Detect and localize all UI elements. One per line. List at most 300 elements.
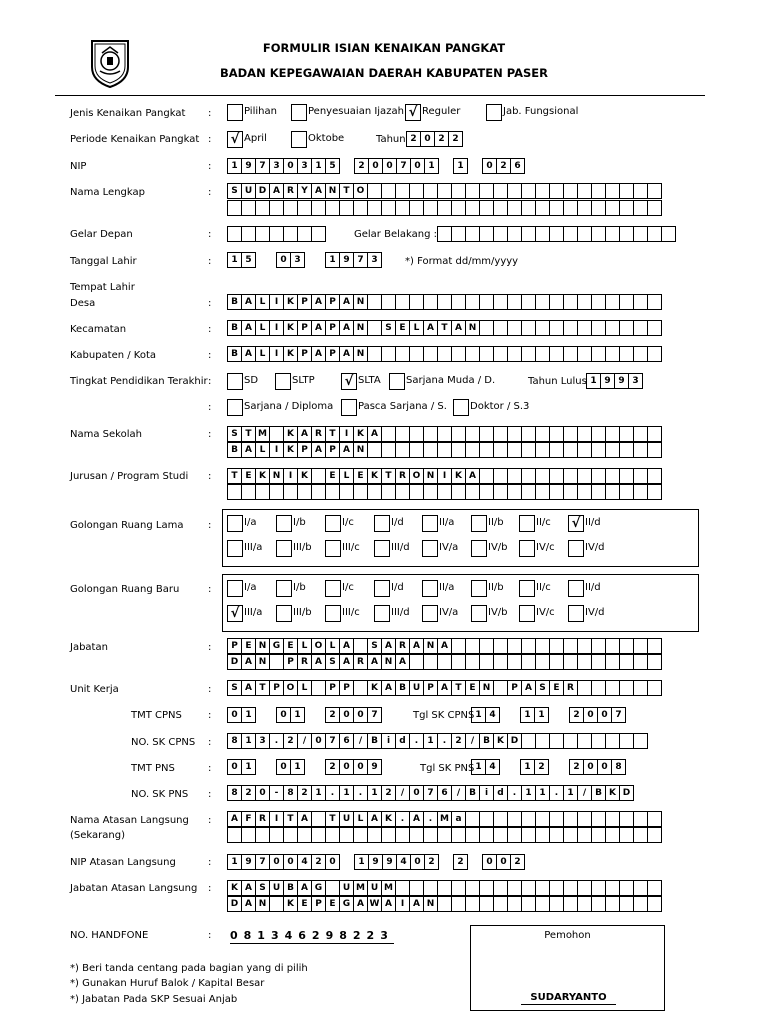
nama-sekolah-row2-cell bbox=[493, 442, 508, 458]
desa-field-cell bbox=[423, 294, 438, 310]
atasan-field-cell: K bbox=[381, 811, 396, 827]
jurusan-row2-cell bbox=[297, 484, 312, 500]
unit-kerja-field-cell bbox=[493, 680, 508, 696]
nama-sekolah-row2-cell bbox=[577, 442, 592, 458]
gelar-depan-field-cell bbox=[227, 226, 242, 242]
jurusan-row1-cell: I bbox=[283, 468, 298, 484]
unit-kerja-field-cell bbox=[633, 680, 648, 696]
desa-field-cell: L bbox=[255, 294, 270, 310]
no-sk-cpns-field-cell bbox=[577, 733, 592, 749]
label-colon: : bbox=[208, 376, 212, 387]
nama-row2-cell bbox=[423, 200, 438, 216]
label-jenis: Jenis Kenaikan Pangkat bbox=[70, 108, 186, 119]
jabatan-row2-cell bbox=[605, 654, 620, 670]
jabatan-atasan-row2[interactable] bbox=[227, 896, 662, 912]
nama-sekolah-row1-cell: T bbox=[241, 426, 256, 442]
nama-sekolah-row1-cell bbox=[563, 426, 578, 442]
jurusan-row1[interactable] bbox=[227, 468, 662, 484]
no-sk-cpns-field-cell bbox=[591, 733, 606, 749]
jabatan-atasan-row2-cell bbox=[591, 896, 606, 912]
tgl-sk-cpns-field-seg2[interactable] bbox=[520, 707, 549, 723]
nama-sekolah-row2-cell: B bbox=[227, 442, 242, 458]
nama-row2-cell bbox=[255, 200, 270, 216]
atasan-field-cell: R bbox=[255, 811, 270, 827]
jenis-opt-4-checkbox[interactable] bbox=[486, 104, 502, 121]
no-sk-pns-field[interactable] bbox=[227, 785, 634, 801]
no-sk-cpns-field-cell bbox=[605, 733, 620, 749]
label-colon: : bbox=[208, 350, 212, 361]
no-sk-cpns-field-cell: B bbox=[367, 733, 382, 749]
nama-row1-cell bbox=[437, 183, 452, 199]
jurusan-row1-cell bbox=[507, 468, 522, 484]
kecamatan-field-cell bbox=[521, 320, 536, 336]
tanggal-lahir-field-seg3[interactable] bbox=[325, 252, 382, 268]
kabupaten-field-cell bbox=[619, 346, 634, 362]
unit-kerja-field-cell bbox=[647, 680, 662, 696]
jenis-opt-3-checkbox[interactable]: √ bbox=[405, 104, 421, 121]
atasan-row2-cell bbox=[563, 827, 578, 843]
label-no-sk-pns: NO. SK PNS bbox=[131, 789, 189, 800]
jurusan-row1-cell: E bbox=[325, 468, 340, 484]
nama-row2-cell bbox=[311, 200, 326, 216]
gol-baru-iv-d-label: IV/d bbox=[585, 607, 605, 618]
periode-opt-2-checkbox[interactable] bbox=[291, 131, 307, 148]
jabatan-atasan-row1-cell bbox=[437, 880, 452, 896]
gol-baru-iv-a-label: IV/a bbox=[439, 607, 459, 618]
jurusan-row1-cell: N bbox=[423, 468, 438, 484]
jabatan-row1-cell bbox=[493, 638, 508, 654]
kabupaten-field-cell bbox=[577, 346, 592, 362]
nama-row2-cell bbox=[563, 200, 578, 216]
desa-field-cell bbox=[465, 294, 480, 310]
jabatan-row1-cell: A bbox=[409, 638, 424, 654]
gol-baru-i-d-label: I/d bbox=[391, 582, 404, 593]
label-gol-baru: Golongan Ruang Baru bbox=[70, 584, 180, 595]
tmt-cpns-field-seg2[interactable] bbox=[276, 707, 305, 723]
kecamatan-field-cell: S bbox=[381, 320, 396, 336]
nama-sekolah-row1[interactable] bbox=[227, 426, 662, 442]
kabupaten-field-cell bbox=[549, 346, 564, 362]
no-sk-cpns-field-cell: 1 bbox=[423, 733, 438, 749]
atasan-field-cell: U bbox=[339, 811, 354, 827]
no-sk-pns-field-cell: . bbox=[507, 785, 522, 801]
label-colon: : bbox=[208, 815, 212, 826]
no-sk-cpns-field-cell bbox=[633, 733, 648, 749]
tmt-cpns-field-seg3-cell: 0 bbox=[339, 707, 354, 723]
nama-sekolah-row1-cell: K bbox=[353, 426, 368, 442]
kabupaten-field-cell bbox=[633, 346, 648, 362]
jabatan-row1-cell: N bbox=[423, 638, 438, 654]
jabatan-row1[interactable] bbox=[227, 638, 662, 654]
tgl-sk-cpns-field-seg3[interactable] bbox=[569, 707, 626, 723]
tmt-pns-field-seg1[interactable] bbox=[227, 759, 256, 775]
kabupaten-field-cell: B bbox=[227, 346, 242, 362]
unit-kerja-field[interactable] bbox=[227, 680, 662, 696]
gelar-depan-field-cell bbox=[283, 226, 298, 242]
gol-baru-i-c-label: I/c bbox=[342, 582, 354, 593]
atasan-row2-cell bbox=[605, 827, 620, 843]
nip-field-seg4[interactable] bbox=[482, 158, 525, 174]
unit-kerja-field-cell: P bbox=[507, 680, 522, 696]
nama-row2-cell bbox=[521, 200, 536, 216]
no-sk-pns-field-cell: i bbox=[479, 785, 494, 801]
jurusan-row1-cell: L bbox=[339, 468, 354, 484]
jurusan-row2-cell bbox=[325, 484, 340, 500]
nama-sekolah-row1-cell: I bbox=[339, 426, 354, 442]
jabatan-row2-cell: S bbox=[325, 654, 340, 670]
jurusan-row2-cell bbox=[367, 484, 382, 500]
tahun-periode-cell: 0 bbox=[420, 131, 435, 147]
kecamatan-field[interactable] bbox=[227, 320, 662, 336]
label-colon: : bbox=[208, 298, 212, 309]
jabatan-row1-cell: A bbox=[381, 638, 396, 654]
nama-row1-cell: N bbox=[325, 183, 340, 199]
gelar-belakang-field-cell bbox=[661, 226, 676, 242]
jabatan-atasan-row2-cell: P bbox=[311, 896, 326, 912]
nama-row1-cell bbox=[395, 183, 410, 199]
unit-kerja-field-cell bbox=[605, 680, 620, 696]
tgl-sk-pns-field-seg3[interactable] bbox=[569, 759, 626, 775]
no-sk-pns-field-cell: d bbox=[493, 785, 508, 801]
jabatan-row2-cell bbox=[521, 654, 536, 670]
jabatan-row1-cell: L bbox=[325, 638, 340, 654]
jabatan-atasan-row1-cell bbox=[535, 880, 550, 896]
nama-row2-cell bbox=[283, 200, 298, 216]
nip-field-seg1[interactable] bbox=[227, 158, 340, 174]
desa-field-cell bbox=[367, 294, 382, 310]
jurusan-row1-cell: K bbox=[367, 468, 382, 484]
nip-atasan-field-seg2-cell: 0 bbox=[410, 854, 425, 870]
periode-opt-2-label: Oktobe bbox=[308, 133, 345, 144]
gol-lama-iv-a-label: IV/a bbox=[439, 542, 459, 553]
jabatan-atasan-row1-cell: M bbox=[353, 880, 368, 896]
tmt-cpns-field-seg3[interactable] bbox=[325, 707, 382, 723]
tahun-lulus-field-cell: 1 bbox=[586, 373, 601, 389]
tgl-sk-cpns-field-seg1[interactable] bbox=[471, 707, 500, 723]
tmt-pns-field-seg3[interactable] bbox=[325, 759, 382, 775]
label-colon: : bbox=[208, 229, 212, 240]
nama-sekolah-row1-cell: A bbox=[367, 426, 382, 442]
pendidikan-opt-3-checkbox[interactable]: √ bbox=[341, 373, 357, 390]
nama-row2-cell bbox=[465, 200, 480, 216]
pendidikan2-opt-2-checkbox[interactable] bbox=[341, 399, 357, 416]
nip-atasan-field-seg3[interactable] bbox=[453, 854, 468, 870]
nama-sekolah-row1-cell bbox=[381, 426, 396, 442]
nama-row2-cell bbox=[493, 200, 508, 216]
jabatan-atasan-row1[interactable] bbox=[227, 880, 662, 896]
atasan-row2-cell bbox=[549, 827, 564, 843]
pendidikan2-opt-2-label: Pasca Sarjana / S. bbox=[358, 401, 447, 412]
kabupaten-field-cell: A bbox=[339, 346, 354, 362]
tmt-pns-field-seg2[interactable] bbox=[276, 759, 305, 775]
kabupaten-field-cell bbox=[605, 346, 620, 362]
gol-baru-iii-a-label: III/a bbox=[244, 607, 263, 618]
tgl-sk-pns-field-seg2-cell: 2 bbox=[534, 759, 549, 775]
jabatan-row1-cell: G bbox=[269, 638, 284, 654]
atasan-row2-cell bbox=[241, 827, 256, 843]
jurusan-row1-cell bbox=[619, 468, 634, 484]
nip-atasan-field-seg2[interactable] bbox=[354, 854, 439, 870]
nip-atasan-field-seg4[interactable] bbox=[482, 854, 525, 870]
no-sk-pns-field-cell: - bbox=[269, 785, 284, 801]
jabatan-row2-cell: P bbox=[283, 654, 298, 670]
label-colon: : bbox=[208, 161, 212, 172]
pendidikan-opt-4-checkbox[interactable] bbox=[389, 373, 405, 390]
jurusan-row1-cell: A bbox=[465, 468, 480, 484]
nip-field-seg2-cell: 0 bbox=[368, 158, 383, 174]
atasan-row2-cell bbox=[633, 827, 648, 843]
gol-lama-i-a-label: I/a bbox=[244, 517, 257, 528]
gol-lama-iii-a-label: III/a bbox=[244, 542, 263, 553]
label-tgl-sk-pns: Tgl SK PNS bbox=[420, 763, 475, 774]
jabatan-row1-cell: A bbox=[437, 638, 452, 654]
no-sk-pns-field-cell: B bbox=[591, 785, 606, 801]
atasan-row2-cell bbox=[339, 827, 354, 843]
jenis-opt-2-label: Penyesuaian Ijazah bbox=[308, 106, 404, 117]
unit-kerja-field-cell: S bbox=[535, 680, 550, 696]
label-tahun-lulus: Tahun Lulus bbox=[528, 376, 587, 387]
jurusan-row1-cell: O bbox=[409, 468, 424, 484]
nama-row2-cell bbox=[353, 200, 368, 216]
gol-baru-iii-a-checkbox[interactable]: √ bbox=[227, 605, 243, 622]
nama-sekolah-row2-cell bbox=[381, 442, 396, 458]
tmt-pns-field-seg3-cell: 0 bbox=[339, 759, 354, 775]
nama-sekolah-row1-cell bbox=[451, 426, 466, 442]
atasan-field-cell bbox=[605, 811, 620, 827]
periode-opt-1-label: April bbox=[244, 133, 267, 144]
jabatan-atasan-row2-cell bbox=[535, 896, 550, 912]
gelar-belakang-field-cell bbox=[577, 226, 592, 242]
header-divider bbox=[55, 95, 705, 96]
handfone-value[interactable]: 081346298223 bbox=[230, 929, 394, 942]
gol-lama-ii-a-label: II/a bbox=[439, 517, 455, 528]
pendidikan-opt-4-label: Sarjana Muda / D. bbox=[406, 375, 496, 386]
desa-field-cell: A bbox=[339, 294, 354, 310]
form-subtitle: BADAN KEPEGAWAIAN DAERAH KABUPATEN PASER bbox=[219, 66, 549, 80]
tmt-pns-field-seg1-cell: 0 bbox=[227, 759, 242, 775]
jabatan-row2-cell bbox=[465, 654, 480, 670]
jabatan-atasan-row1-cell: U bbox=[269, 880, 284, 896]
jabatan-atasan-row2-cell: N bbox=[423, 896, 438, 912]
nama-row2[interactable] bbox=[227, 200, 662, 216]
gelar-depan-field[interactable] bbox=[227, 226, 326, 242]
desa-field-cell bbox=[507, 294, 522, 310]
desa-field-cell: I bbox=[269, 294, 284, 310]
jabatan-row2-cell: N bbox=[381, 654, 396, 670]
unit-kerja-field-cell: O bbox=[283, 680, 298, 696]
jabatan-atasan-row2-cell: E bbox=[325, 896, 340, 912]
kabupaten-field-cell bbox=[381, 346, 396, 362]
jabatan-atasan-row2-cell bbox=[269, 896, 284, 912]
nip-field-seg3[interactable] bbox=[453, 158, 468, 174]
pemohon-title: Pemohon bbox=[544, 930, 591, 941]
atasan-row2-cell bbox=[493, 827, 508, 843]
nama-sekolah-row2-cell bbox=[465, 442, 480, 458]
pendidikan-opt-3-label: SLTA bbox=[358, 375, 381, 386]
nama-sekolah-row2-cell bbox=[409, 442, 424, 458]
nip-field-seg1-cell: 3 bbox=[297, 158, 312, 174]
tmt-cpns-field-seg1[interactable] bbox=[227, 707, 256, 723]
atasan-field-cell: T bbox=[283, 811, 298, 827]
desa-field-cell bbox=[633, 294, 648, 310]
jabatan-atasan-row2-cell: A bbox=[381, 896, 396, 912]
desa-field-cell bbox=[619, 294, 634, 310]
no-sk-cpns-field[interactable] bbox=[227, 733, 648, 749]
tanggal-lahir-field-seg3-cell: 3 bbox=[367, 252, 382, 268]
label-atasan: Nama Atasan Langsung bbox=[70, 815, 189, 826]
label-nip: NIP bbox=[70, 161, 87, 172]
jabatan-row2-cell: A bbox=[395, 654, 410, 670]
tgl-sk-pns-field-seg3-cell: 2 bbox=[569, 759, 584, 775]
nama-sekolah-row2[interactable] bbox=[227, 442, 662, 458]
unit-kerja-field-cell: T bbox=[451, 680, 466, 696]
jabatan-atasan-row1-cell bbox=[633, 880, 648, 896]
nama-sekolah-row2-cell bbox=[535, 442, 550, 458]
tanggal-lahir-field-seg2[interactable] bbox=[276, 252, 305, 268]
tahun-lulus-field-cell: 9 bbox=[600, 373, 615, 389]
periode-opt-1-checkbox[interactable]: √ bbox=[227, 131, 243, 148]
unit-kerja-field-cell: A bbox=[241, 680, 256, 696]
nip-atasan-field-seg1-cell: 2 bbox=[311, 854, 326, 870]
tmt-pns-field-seg3-cell: 2 bbox=[325, 759, 340, 775]
unit-kerja-field-cell: P bbox=[269, 680, 284, 696]
nip-field-seg1-cell: 3 bbox=[269, 158, 284, 174]
label-gelar-belakang: Gelar Belakang : bbox=[354, 229, 437, 240]
label-handfone: NO. HANDFONE bbox=[70, 930, 149, 941]
nama-sekolah-row1-cell bbox=[605, 426, 620, 442]
nip-atasan-field-seg1[interactable] bbox=[227, 854, 340, 870]
pendidikan-opt-2-checkbox[interactable] bbox=[275, 373, 291, 390]
kabupaten-field[interactable] bbox=[227, 346, 662, 362]
gol-lama-ii-d-checkbox[interactable]: √ bbox=[568, 515, 584, 532]
nama-sekolah-row2-cell: A bbox=[241, 442, 256, 458]
label-kabupaten: Kabupaten / Kota bbox=[70, 350, 157, 361]
no-sk-cpns-field-cell: B bbox=[479, 733, 494, 749]
jurusan-row2-cell bbox=[269, 484, 284, 500]
pendidikan-opt-1-checkbox[interactable] bbox=[227, 373, 243, 390]
tahun-periode[interactable] bbox=[406, 131, 463, 147]
gelar-belakang-field-cell bbox=[549, 226, 564, 242]
tgl-sk-pns-field-seg2[interactable] bbox=[520, 759, 549, 775]
jurusan-row1-cell: K bbox=[297, 468, 312, 484]
unit-kerja-field-cell bbox=[353, 680, 368, 696]
nip-atasan-field-seg2-cell: 9 bbox=[368, 854, 383, 870]
kabupaten-field-cell: P bbox=[297, 346, 312, 362]
atasan-field-cell bbox=[493, 811, 508, 827]
jabatan-atasan-row2-cell: W bbox=[367, 896, 382, 912]
jurusan-row1-cell bbox=[521, 468, 536, 484]
jenis-opt-2-checkbox[interactable] bbox=[291, 104, 307, 121]
nama-row2-cell bbox=[577, 200, 592, 216]
jabatan-row2[interactable] bbox=[227, 654, 662, 670]
nip-field-seg1-cell: 1 bbox=[311, 158, 326, 174]
tgl-sk-pns-field-seg1[interactable] bbox=[471, 759, 500, 775]
nama-sekolah-row1-cell: A bbox=[297, 426, 312, 442]
nama-row1-cell bbox=[451, 183, 466, 199]
nip-atasan-field-seg2-cell: 9 bbox=[382, 854, 397, 870]
nama-row2-cell bbox=[507, 200, 522, 216]
desa-field-cell: B bbox=[227, 294, 242, 310]
gelar-belakang-field[interactable] bbox=[437, 226, 676, 242]
nip-atasan-field-seg4-cell: 2 bbox=[510, 854, 525, 870]
jabatan-row2-cell bbox=[619, 654, 634, 670]
atasan-field-cell: a bbox=[451, 811, 466, 827]
nip-atasan-field-seg2-cell: 1 bbox=[354, 854, 369, 870]
gol-lama-ii-d-label: II/d bbox=[585, 517, 601, 528]
jurusan-row2-cell bbox=[451, 484, 466, 500]
gelar-depan-field-cell bbox=[241, 226, 256, 242]
pendidikan2-opt-1-checkbox[interactable] bbox=[227, 399, 243, 416]
nama-row1-cell: A bbox=[269, 183, 284, 199]
gelar-belakang-field-cell bbox=[451, 226, 466, 242]
nama-sekolah-row2-cell bbox=[591, 442, 606, 458]
atasan-row2-cell bbox=[451, 827, 466, 843]
unit-kerja-field-cell: A bbox=[521, 680, 536, 696]
nama-sekolah-row1-cell bbox=[269, 426, 284, 442]
nama-sekolah-row1-cell bbox=[521, 426, 536, 442]
nama-row1-cell bbox=[563, 183, 578, 199]
nip-field-seg2[interactable] bbox=[354, 158, 439, 174]
nama-sekolah-row1-cell bbox=[591, 426, 606, 442]
desa-field[interactable] bbox=[227, 294, 662, 310]
jabatan-row2-cell bbox=[269, 654, 284, 670]
jabatan-atasan-row1-cell: A bbox=[297, 880, 312, 896]
atasan-row2[interactable] bbox=[227, 827, 662, 843]
no-sk-cpns-field-cell: / bbox=[465, 733, 480, 749]
tanggal-lahir-field-seg2-cell: 0 bbox=[276, 252, 291, 268]
tmt-pns-field-seg2-cell: 0 bbox=[276, 759, 291, 775]
tmt-cpns-field-seg2-cell: 1 bbox=[290, 707, 305, 723]
jabatan-atasan-row1-cell: S bbox=[255, 880, 270, 896]
jurusan-row1-cell: K bbox=[255, 468, 270, 484]
jenis-opt-1-checkbox[interactable] bbox=[227, 104, 243, 121]
atasan-field-cell bbox=[577, 811, 592, 827]
tahun-lulus-field[interactable] bbox=[586, 373, 643, 389]
no-sk-pns-field-cell: / bbox=[451, 785, 466, 801]
atasan-row2-cell bbox=[269, 827, 284, 843]
label-colon: : bbox=[208, 763, 212, 774]
jurusan-row1-cell bbox=[549, 468, 564, 484]
jabatan-atasan-row1-cell bbox=[451, 880, 466, 896]
label-jabatan: Jabatan bbox=[70, 642, 108, 653]
unit-kerja-field-cell: P bbox=[423, 680, 438, 696]
gol-baru-iii-b-label: III/b bbox=[293, 607, 312, 618]
jabatan-row1-cell bbox=[521, 638, 536, 654]
jabatan-atasan-row2-cell bbox=[493, 896, 508, 912]
nama-row1-cell bbox=[647, 183, 662, 199]
jabatan-row2-cell bbox=[577, 654, 592, 670]
no-sk-pns-field-cell: 1 bbox=[563, 785, 578, 801]
nama-sekolah-row1-cell bbox=[577, 426, 592, 442]
no-sk-cpns-field-cell bbox=[549, 733, 564, 749]
pemohon-box bbox=[470, 925, 665, 1011]
nama-sekolah-row1-cell bbox=[549, 426, 564, 442]
nama-row1[interactable] bbox=[227, 183, 662, 199]
nama-sekolah-row1-cell bbox=[409, 426, 424, 442]
atasan-field[interactable] bbox=[227, 811, 662, 827]
label-periode: Periode Kenaikan Pangkat bbox=[70, 134, 200, 145]
jurusan-row2[interactable] bbox=[227, 484, 662, 500]
jabatan-row1-cell bbox=[577, 638, 592, 654]
tanggal-lahir-field-seg2-cell: 3 bbox=[290, 252, 305, 268]
jurusan-row2-cell bbox=[395, 484, 410, 500]
pendidikan2-opt-3-checkbox[interactable] bbox=[453, 399, 469, 416]
jabatan-row2-cell: N bbox=[255, 654, 270, 670]
tanggal-lahir-field-seg1[interactable] bbox=[227, 252, 256, 268]
atasan-field-cell: M bbox=[437, 811, 452, 827]
atasan-row2-cell bbox=[437, 827, 452, 843]
atasan-row2-cell bbox=[647, 827, 662, 843]
